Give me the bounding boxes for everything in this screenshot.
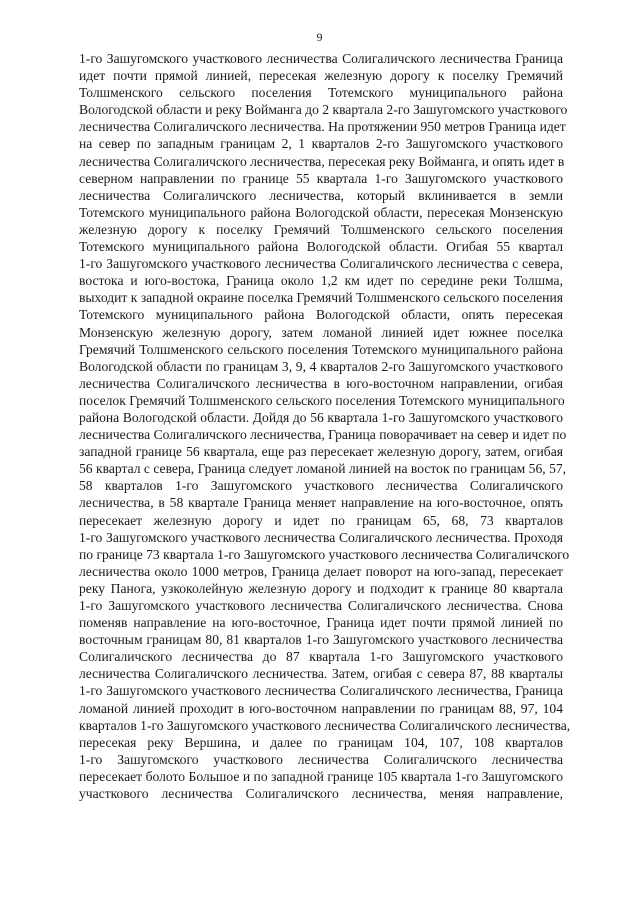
text-line: 56 квартал с севера, Граница следует ломаной линией на восток по границам 56, 57, [79,461,567,477]
text-line: Толшменского сельского поселения Тотемского муниципального района [79,85,563,101]
text-line: востока и юго-востока, Граница около 1,2 км идет по середине реки Толшма, [79,273,563,289]
text-line: Гремячий Толшменского сельского поселения Тотемского муниципального района [79,341,563,357]
text-line: лесничества Солигаличского лесничества. Затем, огибая с севера 87, 88 кварталы [79,666,563,682]
text-line: лесничества Солигаличского лесничества, который вклинивается в земли [79,187,563,203]
text-line: северном направлении по границе 55 квартала 1-го Зашугомского участкового [79,170,563,186]
text-line: пересекает болото Большое и по западной границе 105 квартала 1-го Зашугомского [79,768,563,784]
text-line: 1-го Зашугомского участкового лесничества Солигаличского лесничества Граница [79,51,563,66]
page-number: 9 [316,30,323,44]
text-line: по границе 73 квартала 1-го Зашугомского участкового лесничества Солигаличского [79,546,570,562]
text-line: лесничества Солигаличского лесничества. На протяжении 950 метров Граница идет [79,119,566,135]
text-line: Монзенскую железную дорогу, затем ломаной линией идет южнее поселка [79,324,563,340]
text-line: поменяв направление на юго-восточное, Граница идет почти прямой линией по [79,615,563,631]
text-line: 1-го Зашугомского участкового лесничества Солигаличского лесничества [79,751,563,767]
text-line: 1-го Зашугомского участкового лесничества Солигаличского лесничества. Проходя [79,529,563,545]
text-line: Тотемского муниципального района Вологодской области, пересекая Монзенскую [79,204,563,220]
text-line: Тотемского муниципального района Вологодской области. Огибая 55 квартал [79,239,563,255]
text-line: лесничества, в 58 квартале Граница меняет направление на юго-восточное, опять [79,495,563,511]
text-line: выходит к западной окраине поселка Гремячий Толшменского сельского поселения [79,290,563,306]
text-line: пересекая реку Вершина, и далее по границам 104, 107, 108 кварталов [79,734,563,750]
text-line: кварталов 1-го Зашугомского участкового лесничества Солигаличского лесничества, [79,717,571,733]
text-line: Солигаличского лесничества до 87 квартала 1-го Зашугомского участкового [79,649,563,665]
text-line: пересекает железную дорогу и идет по границам 65, 68, 73 кварталов [79,512,563,528]
text-line: участкового лесничества Солигаличского лесничества, меняя направление, [79,786,563,802]
text-line: поселок Гремячий Толшменского сельского поселения Тотемского муниципального [79,392,565,408]
text-line: 1-го Зашугомского участкового лесничества Солигаличского лесничества с севера, [79,256,563,272]
text-line: западной границе 56 квартала, еще раз пересекает железную дорогу, затем, огибая [79,444,563,460]
text-line: лесничества Солигаличского лесничества в юго-восточном направлении, огибая [79,375,563,391]
text-line: Вологодской области и реку Войманга до 2 квартала 2-го Зашугомского участкового [79,102,568,118]
text-line: Тотемского муниципального района Вологодской области, опять пересекая [79,307,563,323]
body-text [79,50,571,802]
text-line: лесничества Солигаличского лесничества, Граница поворачивает на север и идет по [79,427,567,443]
text-line: Вологодской области по границам 3, 9, 4 кварталов 2-го Зашугомского участкового [79,358,563,374]
text-line: восточным границам 80, 81 кварталов 1-го Зашугомского участкового лесничества [79,632,563,648]
text-line: 1-го Зашугомского участкового лесничества Солигаличского лесничества. Снова [79,598,563,613]
text-line: лесничества Солигаличского лесничества, пересекая реку Войманга, и опять идет в [79,153,565,169]
text-line: ломаной линией проходит в юго-восточном направлении по границам 88, 97, 104 [79,700,563,716]
text-line: на север по западным границам 2, 1 кварталов 2-го Зашугомского участкового [79,136,563,152]
text-line: идет почти прямой линией, пересекая железную дорогу к поселку Гремячий [79,68,563,84]
text-line: 1-го Зашугомского участкового лесничества Солигаличского лесничества, Граница [79,683,563,699]
text-line: района Вологодской области. Дойдя до 56 квартала 1-го Зашугомского участкового [79,409,563,425]
text-line: реку Панога, узкоколейную железную дорогу и подходит к границе 80 квартала [79,580,563,596]
text-line: железную дорогу к поселку Гремячий Толшменского сельского поселения [79,221,563,237]
text-line: лесничества около 1000 метров, Граница делает поворот на юго-запад, пересекает [79,563,563,579]
text-line: 58 кварталов 1-го Зашугомского участкового лесничества Солигаличского [79,478,563,494]
